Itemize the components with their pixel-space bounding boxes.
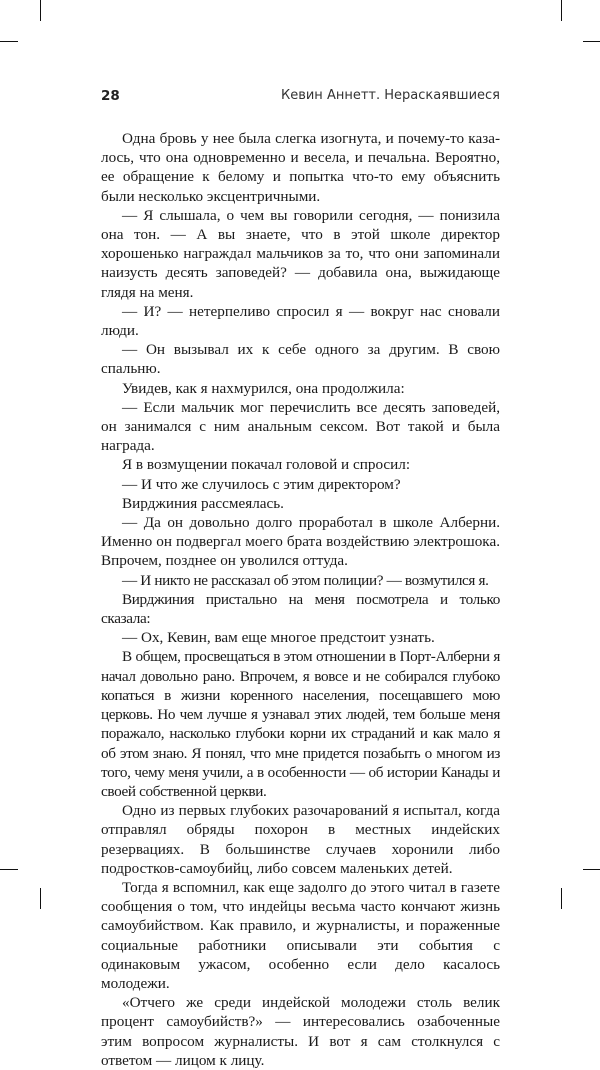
paragraph: — Да он довольно долго проработал в школе Алберни. Именно он подвергал моего брата воздействию электрошока. Впрочем, позднее он уволился оттуда. <box>101 514 500 570</box>
paragraph: Одно из первых глубоких разочарований я испытал, когда отправлял обряды похорон в местных индейских резервациях. В большинстве случаев хоронили либо подростков-самоубийц, либо совсем маленьких детей. <box>101 802 500 877</box>
paragraph: Вирджиния пристально на меня посмотрела и только сказала: <box>101 590 500 628</box>
crop-mark-bottom-right <box>561 888 562 909</box>
crop-mark-left-top <box>0 41 18 42</box>
crop-mark-left-bottom <box>0 869 18 870</box>
paragraph: «Отчего же среди индейской молодежи столь велик процент самоубийств?» — интересовались озабоченные этим вопросом журналисты. И вот я сам столкнулся с ответом — лицом к лицу. <box>101 994 500 1069</box>
crop-mark-right-bottom <box>583 869 600 870</box>
paragraph: Вирджиния рассмеялась. <box>122 494 284 512</box>
body-text <box>101 129 500 1070</box>
paragraph: Тогда я вспомнил, как еще задолго до этого читал в газете сообщения о том, что индейцы весьма часто кончают жизнь самоубийством. Как правило, и журналисты, и пораженные социальные работники описывали эти события с одинаковым ужасом, особенно если дело касалось молодежи. <box>101 878 500 992</box>
crop-mark-bottom-left <box>40 888 41 909</box>
paragraph: Увидев, как я нахмурился, она продолжила: <box>122 379 405 397</box>
page-number: 28 <box>101 88 120 104</box>
paragraph: — И что же случилось с этим директором? <box>122 475 401 493</box>
crop-mark-top-left <box>40 0 41 21</box>
paragraph: — Я слышала, о чем вы говорили сегодня, — понизила она тон. — А вы знаете, что в этой школе директор хорошенько награждал мальчиков за то, что они запоминали наизусть десять заповедей? — добавила она, выжидающе глядя на меня. <box>101 206 500 301</box>
paragraph: — Ох, Кевин, вам еще многое предстоит узнать. <box>122 629 435 647</box>
crop-mark-top-right <box>561 0 562 21</box>
paragraph: — Он вызывал их к себе одного за другим. В свою спальню. <box>101 341 500 378</box>
paragraph: Я в возмущении покачал головой и спросил: <box>122 456 411 474</box>
paragraph: Одна бровь у нее была слегка изогнута, и почему-то казалось, что она одновременно и весела, и печальна. Вероятно, ее обращение к белому и попытка что-то ему объяснить были несколько эксцентричными. <box>101 130 500 205</box>
running-head-title: Кевин Аннетт. Нераскаявшиеся <box>280 88 500 103</box>
paragraph: В общем, просвещаться в этом отношении в Порт-Алберни я начал довольно рано. Впрочем, я вовсе и не собирался глубоко копаться в жизни коренного населения, посещавшего мою церковь. Но чем лучше я узнавал этих людей, тем больше меня поражало, насколько глубоки корни их страданий и как мало я об этом знаю. Я понял, что мне придется позабыть о многом из того, чему меня учили, а в особенности — об истории Канады и своей собственной церкви. <box>101 648 500 800</box>
running-head <box>101 88 500 106</box>
paragraph: — Если мальчик мог перечислить все десять заповедей, он занимался с ним анальным сексом. Вот такой и была награда. <box>101 398 500 455</box>
crop-mark-right-top <box>583 41 600 42</box>
paragraph: — И никто не рассказал об этом полиции? — возмутился я. <box>122 571 489 589</box>
paragraph: — И? — нетерпеливо спросил я — вокруг нас сновали люди. <box>101 302 500 340</box>
